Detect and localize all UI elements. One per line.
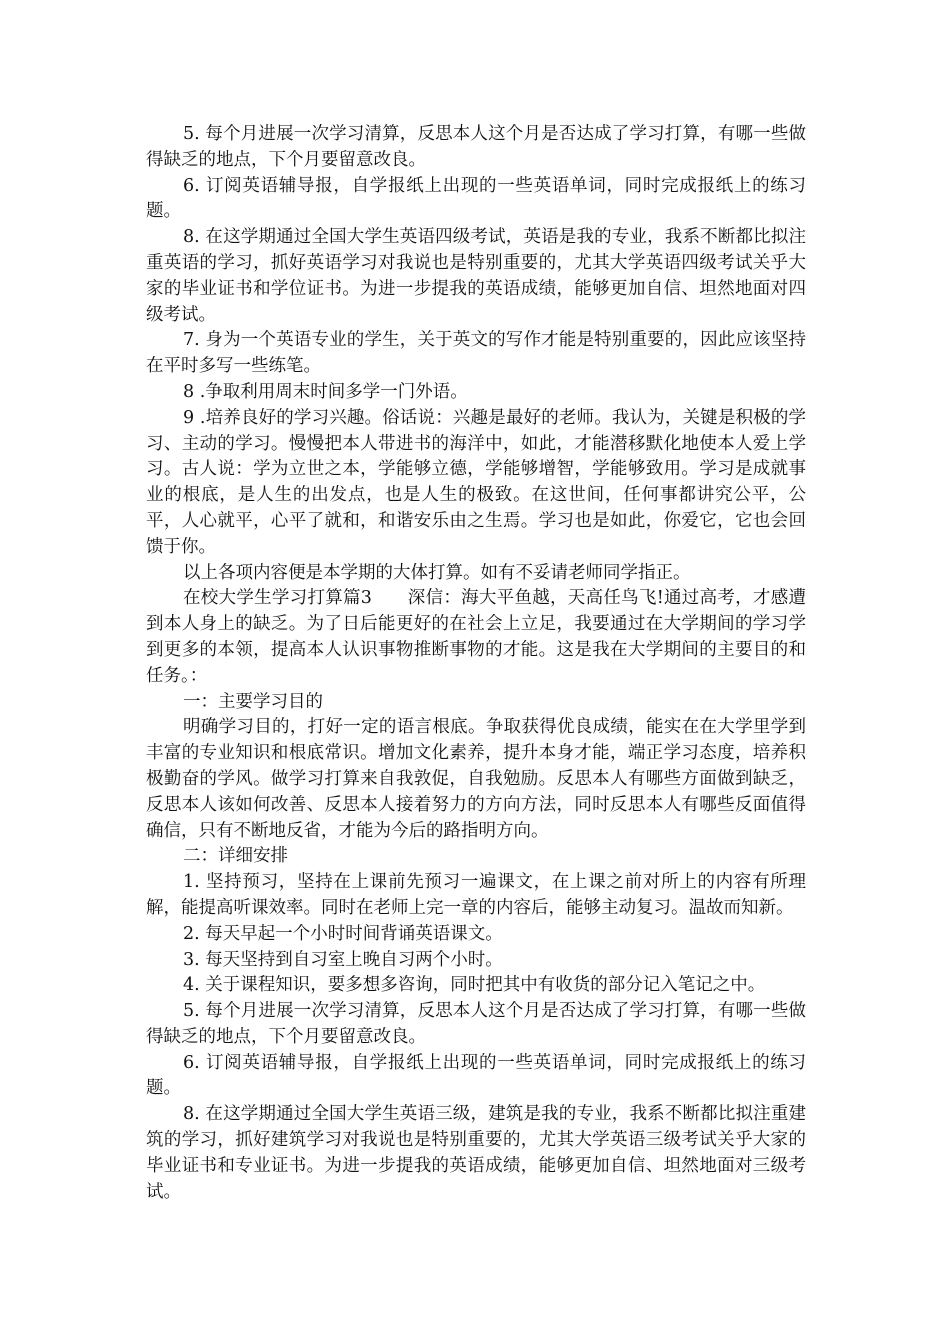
paragraph: 3. 每天坚持到自习室上晚自习两个小时。 xyxy=(183,949,503,970)
paragraph: 8 .争取利用周末时间多学一门外语。 xyxy=(183,381,468,402)
document-page xyxy=(146,122,806,1205)
paragraph: 2. 每天早起一个小时时间背诵英语课文。 xyxy=(183,923,503,944)
section-heading: 二：详细安排 xyxy=(183,846,288,867)
paragraph: 4. 关于课程知识，要多想多咨询，同时把其中有收货的部分记入笔记之中。 xyxy=(183,975,766,996)
paragraph: 7. 身为一个英语专业的学生，关于英文的写作才能是特别重要的，因此应该坚持在平时多写一些练笔。 xyxy=(146,330,806,377)
paragraph: 明确学习目的，打好一定的语言根底。争取获得优良成绩，能实在在大学里学到丰富的专业知识和根底常识。增加文化素养，提升本身才能，端正学习态度，培养积极勤奋的学风。做学习打算来自我敦促，自我勉励。反思本人有哪些方面做到缺乏，反思本人该如何改善、反思本人接着努力的方向方法，同时反思本人有哪些反面值得确信，只有不断地反省，才能为今后的路指明方向。 xyxy=(146,717,806,841)
paragraph: 6. 订阅英语辅导报，自学报纸上出现的一些英语单词，同时完成报纸上的练习题。 xyxy=(146,1052,806,1099)
paragraph: 1. 坚持预习，坚持在上课前先预习一遍课文，在上课之前对所上的内容有所理解，能提高听课效率。同时在老师上完一章的内容后，能够主动复习。温故而知新。 xyxy=(146,872,806,918)
paragraph: 9 .培养良好的学习兴趣。俗话说：兴趣是最好的老师。我认为，关键是积极的学习、主动的学习。慢慢把本人带进书的海洋中，如此，才能潜移默化地使本人爱上学习。古人说：学为立世之本，学能够立德，学能够增智，学能够致用。学习是成就事业的根底，是人生的出发点，也是人生的极致。在这世间，任何事都讲究公平，公平，人心就平，心平了就和，和谐安乐由之生焉。学习也是如此，你爱它，它也会回馈于你。 xyxy=(146,407,806,557)
paragraph: 在校大学生学习打算篇3 深信：海大平鱼越，天高任鸟飞!通过高考，才感遭到本人身上的缺乏。为了日后能更好的在社会上立足，我要通过在大学期间的学习学到更多的本领，提高本人认识事物推断事物的才能。这是我在大学期间的主要目的和任务。： xyxy=(146,588,806,686)
section-heading: 一：主要学习目的 xyxy=(183,691,323,712)
paragraph: 5. 每个月进展一次学习清算，反思本人这个月是否达成了学习打算，有哪一些做得缺乏的地点，下个月要留意改良。 xyxy=(146,1001,806,1047)
paragraph: 5. 每个月进展一次学习清算，反思本人这个月是否达成了学习打算，有哪一些做得缺乏的地点，下个月要留意改良。 xyxy=(146,124,806,170)
paragraph: 8. 在这学期通过全国大学生英语三级，建筑是我的专业，我系不断都比拟注重建筑的学习，抓好建筑学习对我说也是特别重要的，尤其大学英语三级考试关乎大家的毕业证书和专业证书。为进一步提我的英语成绩，能够更加自信、坦然地面对三级考试。 xyxy=(146,1104,806,1202)
paragraph: 6. 订阅英语辅导报，自学报纸上出现的一些英语单词，同时完成报纸上的练习题。 xyxy=(146,175,806,222)
paragraph: 8. 在这学期通过全国大学生英语四级考试，英语是我的专业，我系不断都比拟注重英语的学习，抓好英语学习对我说也是特别重要的，尤其大学英语四级考试关乎大家的毕业证书和学位证书。为进一步提我的英语成绩，能够更加自信、坦然地面对四级考试。 xyxy=(146,227,806,325)
paragraph: 以上各项内容便是本学期的大体打算。如有不妥请老师同学指正。 xyxy=(183,562,691,583)
